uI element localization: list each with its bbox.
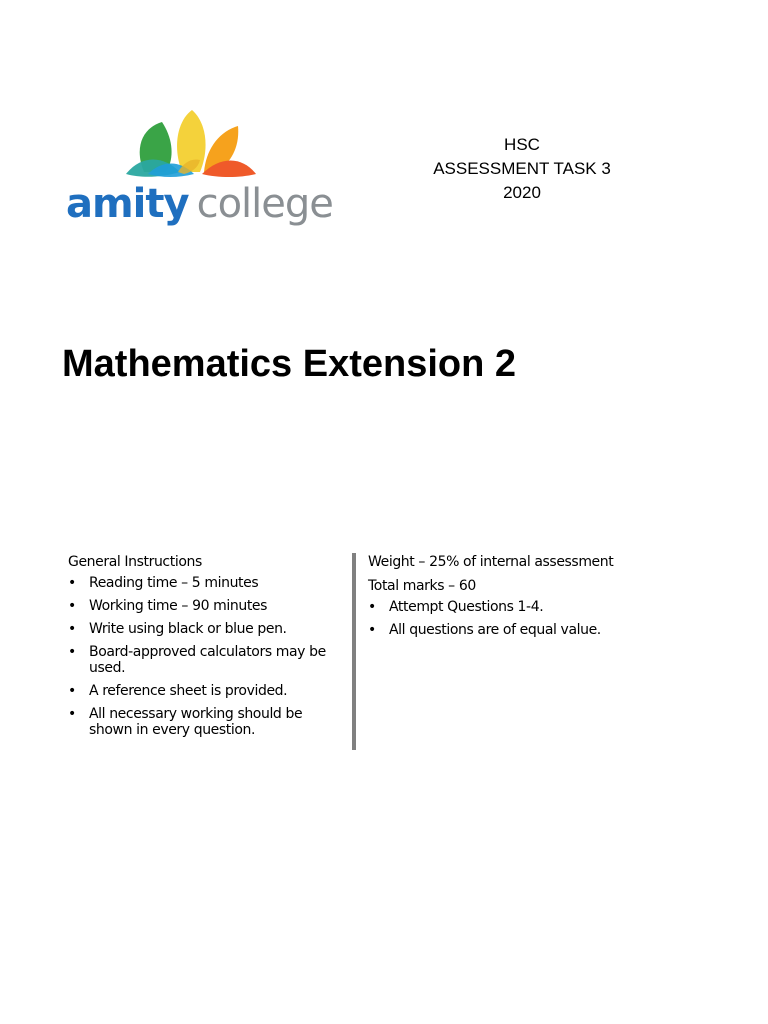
general-instructions-list [68,575,346,738]
total-marks-heading: Total marks – 60 [368,578,476,594]
list-item: • All necessary working should be shown in every question. [68,706,346,738]
amity-college-logo [66,106,333,230]
list-item: • Write using black or blue pen. [68,621,346,637]
task-line-hsc: HSC [504,135,540,154]
logo-petals-icon [122,106,260,178]
assessment-info [368,551,748,645]
list-item: • A reference sheet is provided. [68,683,346,699]
column-divider [352,553,356,750]
general-instructions [68,551,346,745]
assessment-list [368,599,748,638]
list-item: • All questions are of equal value. [368,622,748,638]
logo-word-college: college [196,181,333,227]
list-item: • Working time – 90 minutes [68,598,346,614]
list-item: • Reading time – 5 minutes [68,575,346,591]
weight-heading: Weight – 25% of internal assessment [368,554,614,570]
page-title: Mathematics Extension 2 [62,343,517,385]
list-item: • Board-approved calculators may be used. [68,644,346,676]
task-header [412,133,632,205]
task-line-assessment: ASSESSMENT TASK 3 [433,159,611,178]
logo-word-amity: amity [66,181,189,227]
task-line-year: 2020 [503,183,541,202]
general-instructions-heading: General Instructions [68,554,202,570]
logo-wordmark [66,180,333,228]
list-item: • Attempt Questions 1-4. [368,599,748,615]
